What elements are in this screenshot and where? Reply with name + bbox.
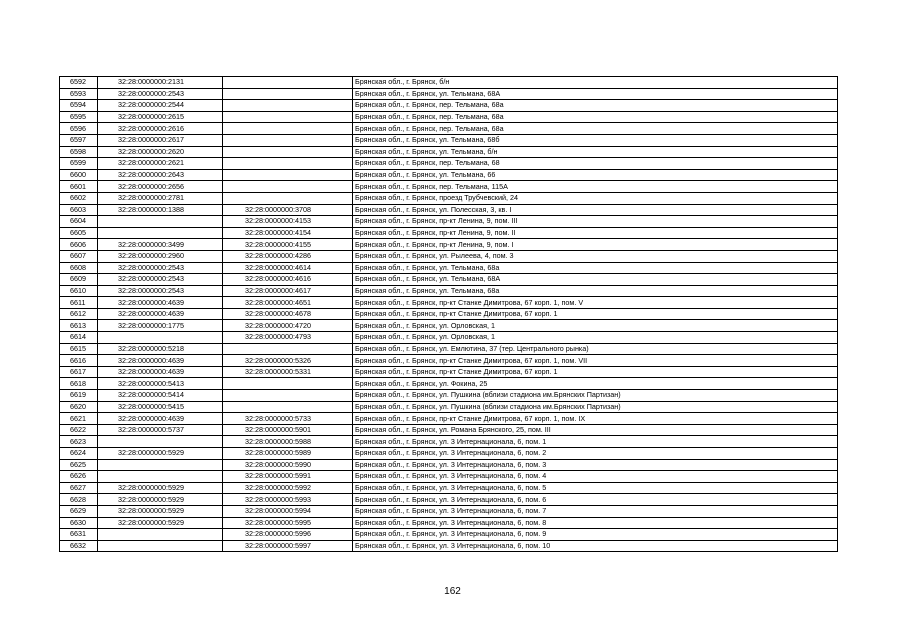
object-cadastral-cell: 32:28:0000000:5988 [223,436,353,448]
address-cell: Брянская обл., г. Брянск, ул. Тельмана, 68б [353,134,838,146]
object-cadastral-cell: 32:28:0000000:4155 [223,239,353,251]
address-cell: Брянская обл., г. Брянск, ул. Тельмана, б/н [353,146,838,158]
parcel-cadastral-cell: 32:28:0000000:5415 [98,401,223,413]
parcel-cadastral-cell: 32:28:0000000:2615 [98,111,223,123]
object-cadastral-cell [223,390,353,402]
table-row [60,227,838,239]
row-number-cell: 6600 [60,169,98,181]
row-number-cell: 6604 [60,216,98,228]
object-cadastral-cell: 32:28:0000000:5994 [223,505,353,517]
parcel-cadastral-cell: 32:28:0000000:2543 [98,88,223,100]
object-cadastral-cell: 32:28:0000000:5331 [223,366,353,378]
address-cell: Брянская обл., г. Брянск, ул. 3 Интернационала, 6, пом. 10 [353,540,838,552]
parcel-cadastral-cell: 32:28:0000000:2620 [98,146,223,158]
parcel-cadastral-cell: 32:28:0000000:5929 [98,448,223,460]
row-number-cell: 6617 [60,366,98,378]
object-cadastral-cell: 32:28:0000000:4154 [223,227,353,239]
row-number-cell: 6607 [60,250,98,262]
table-row [60,181,838,193]
object-cadastral-cell: 32:28:0000000:5733 [223,413,353,425]
row-number-cell: 6626 [60,471,98,483]
object-cadastral-cell: 32:28:0000000:4651 [223,297,353,309]
address-cell: Брянская обл., г. Брянск, ул. Тельмана, 68А [353,88,838,100]
object-cadastral-cell: 32:28:0000000:5990 [223,459,353,471]
address-cell: Брянская обл., г. Брянск, ул. Пушкина (вблизи стадиона им.Брянских Партизан) [353,401,838,413]
object-cadastral-cell [223,181,353,193]
object-cadastral-cell [223,77,353,89]
table-row [60,320,838,332]
parcel-cadastral-cell: 32:28:0000000:2960 [98,250,223,262]
table-row [60,366,838,378]
object-cadastral-cell [223,123,353,135]
table-row [60,123,838,135]
row-number-cell: 6594 [60,100,98,112]
row-number-cell: 6630 [60,517,98,529]
row-number-cell: 6620 [60,401,98,413]
table-row [60,413,838,425]
row-number-cell: 6615 [60,343,98,355]
address-cell: Брянская обл., г. Брянск, ул. Фокина, 25 [353,378,838,390]
row-number-cell: 6629 [60,505,98,517]
object-cadastral-cell: 32:28:0000000:5995 [223,517,353,529]
parcel-cadastral-cell: 32:28:0000000:2543 [98,285,223,297]
row-number-cell: 6627 [60,482,98,494]
table-row [60,192,838,204]
parcel-cadastral-cell: 32:28:0000000:2621 [98,158,223,170]
row-number-cell: 6608 [60,262,98,274]
address-cell: Брянская обл., г. Брянск, пр-кт Станке Димитрова, 67 корп. 1, пом. V [353,297,838,309]
address-cell: Брянская обл., г. Брянск, пер. Тельмана, 68а [353,123,838,135]
table-row [60,274,838,286]
parcel-cadastral-cell: 32:28:0000000:2544 [98,100,223,112]
address-cell: Брянская обл., г. Брянск, пер. Тельмана, 68а [353,100,838,112]
parcel-cadastral-cell: 32:28:0000000:4639 [98,308,223,320]
table-row [60,378,838,390]
parcel-cadastral-cell: 32:28:0000000:2643 [98,169,223,181]
cadastral-table [59,76,838,552]
row-number-cell: 6602 [60,192,98,204]
table-row [60,111,838,123]
table-row [60,505,838,517]
row-number-cell: 6632 [60,540,98,552]
parcel-cadastral-cell: 32:28:0000000:5929 [98,517,223,529]
object-cadastral-cell [223,401,353,413]
row-number-cell: 6621 [60,413,98,425]
address-cell: Брянская обл., г. Брянск, ул. Орловская, 1 [353,320,838,332]
address-cell: Брянская обл., г. Брянск, ул. Рылеева, 4, пом. 3 [353,250,838,262]
parcel-cadastral-cell [98,529,223,541]
address-cell: Брянская обл., г. Брянск, ул. 3 Интернационала, 6, пом. 7 [353,505,838,517]
table-row [60,482,838,494]
parcel-cadastral-cell: 32:28:0000000:4639 [98,297,223,309]
object-cadastral-cell: 32:28:0000000:5997 [223,540,353,552]
address-cell: Брянская обл., г. Брянск, ул. Тельмана, 68А [353,274,838,286]
row-number-cell: 6601 [60,181,98,193]
row-number-cell: 6624 [60,448,98,460]
object-cadastral-cell: 32:28:0000000:5989 [223,448,353,460]
object-cadastral-cell: 32:28:0000000:3708 [223,204,353,216]
address-cell: Брянская обл., г. Брянск, проезд Трубчевский, 24 [353,192,838,204]
table-row [60,250,838,262]
object-cadastral-cell [223,134,353,146]
object-cadastral-cell: 32:28:0000000:5991 [223,471,353,483]
parcel-cadastral-cell: 32:28:0000000:2617 [98,134,223,146]
object-cadastral-cell: 32:28:0000000:4617 [223,285,353,297]
object-cadastral-cell [223,158,353,170]
address-cell: Брянская обл., г. Брянск, ул. 3 Интернационала, 6, пом. 2 [353,448,838,460]
object-cadastral-cell: 32:28:0000000:5992 [223,482,353,494]
object-cadastral-cell: 32:28:0000000:4678 [223,308,353,320]
address-cell: Брянская обл., г. Брянск, ул. 3 Интернационала, 6, пом. 4 [353,471,838,483]
parcel-cadastral-cell: 32:28:0000000:5414 [98,390,223,402]
object-cadastral-cell: 32:28:0000000:4286 [223,250,353,262]
row-number-cell: 6603 [60,204,98,216]
address-cell: Брянская обл., г. Брянск, ул. 3 Интернационала, 6, пом. 1 [353,436,838,448]
parcel-cadastral-cell: 32:28:0000000:5929 [98,482,223,494]
address-cell: Брянская обл., г. Брянск, ул. Емлютина, 37 (тер. Центрального рынка) [353,343,838,355]
row-number-cell: 6618 [60,378,98,390]
object-cadastral-cell [223,88,353,100]
row-number-cell: 6597 [60,134,98,146]
table-row [60,343,838,355]
address-cell: Брянская обл., г. Брянск, пр-кт Станке Димитрова, 67 корп. 1, пом. VII [353,355,838,367]
table-row [60,297,838,309]
parcel-cadastral-cell [98,540,223,552]
object-cadastral-cell: 32:28:0000000:5996 [223,529,353,541]
object-cadastral-cell: 32:28:0000000:4153 [223,216,353,228]
object-cadastral-cell [223,192,353,204]
parcel-cadastral-cell: 32:28:0000000:5737 [98,424,223,436]
table-row [60,424,838,436]
address-cell: Брянская обл., г. Брянск, б/н [353,77,838,89]
address-cell: Брянская обл., г. Брянск, ул. 3 Интернационала, 6, пом. 6 [353,494,838,506]
table-row [60,529,838,541]
object-cadastral-cell [223,343,353,355]
table-row [60,517,838,529]
parcel-cadastral-cell: 32:28:0000000:1388 [98,204,223,216]
parcel-cadastral-cell: 32:28:0000000:4639 [98,366,223,378]
address-cell: Брянская обл., г. Брянск, ул. Орловская, 1 [353,332,838,344]
parcel-cadastral-cell: 32:28:0000000:3499 [98,239,223,251]
parcel-cadastral-cell: 32:28:0000000:5929 [98,505,223,517]
table-row [60,100,838,112]
object-cadastral-cell: 32:28:0000000:5901 [223,424,353,436]
table-row [60,285,838,297]
table-row [60,216,838,228]
cadastral-table-body [60,77,838,552]
address-cell: Брянская обл., г. Брянск, пер. Тельмана, 68 [353,158,838,170]
parcel-cadastral-cell: 32:28:0000000:2656 [98,181,223,193]
address-cell: Брянская обл., г. Брянск, пер. Тельмана, 68а [353,111,838,123]
address-cell: Брянская обл., г. Брянск, пер. Тельмана, 115А [353,181,838,193]
parcel-cadastral-cell: 32:28:0000000:5413 [98,378,223,390]
table-row [60,355,838,367]
object-cadastral-cell: 32:28:0000000:5993 [223,494,353,506]
row-number-cell: 6598 [60,146,98,158]
address-cell: Брянская обл., г. Брянск, пр-кт Станке Димитрова, 67 корп. 1 [353,308,838,320]
parcel-cadastral-cell [98,216,223,228]
table-row [60,134,838,146]
row-number-cell: 6614 [60,332,98,344]
row-number-cell: 6625 [60,459,98,471]
table-row [60,494,838,506]
parcel-cadastral-cell [98,436,223,448]
row-number-cell: 6596 [60,123,98,135]
object-cadastral-cell: 32:28:0000000:4616 [223,274,353,286]
table-row [60,239,838,251]
address-cell: Брянская обл., г. Брянск, пр-кт Ленина, 9, пом. III [353,216,838,228]
table-row [60,448,838,460]
row-number-cell: 6628 [60,494,98,506]
row-number-cell: 6623 [60,436,98,448]
object-cadastral-cell [223,146,353,158]
row-number-cell: 6622 [60,424,98,436]
parcel-cadastral-cell: 32:28:0000000:5218 [98,343,223,355]
parcel-cadastral-cell: 32:28:0000000:2616 [98,123,223,135]
parcel-cadastral-cell: 32:28:0000000:2131 [98,77,223,89]
table-row [60,459,838,471]
table-row [60,401,838,413]
row-number-cell: 6599 [60,158,98,170]
address-cell: Брянская обл., г. Брянск, ул. 3 Интернационала, 6, пом. 5 [353,482,838,494]
table-row [60,204,838,216]
address-cell: Брянская обл., г. Брянск, ул. Тельмана, 68а [353,262,838,274]
table-row [60,390,838,402]
table-row [60,169,838,181]
address-cell: Брянская обл., г. Брянск, ул. Полесская, 3, кв. I [353,204,838,216]
table-row [60,158,838,170]
address-cell: Брянская обл., г. Брянск, ул. 3 Интернационала, 6, пом. 8 [353,517,838,529]
address-cell: Брянская обл., г. Брянск, ул. Романа Брянского, 25, пом. III [353,424,838,436]
row-number-cell: 6606 [60,239,98,251]
parcel-cadastral-cell: 32:28:0000000:2543 [98,274,223,286]
table-row [60,88,838,100]
address-cell: Брянская обл., г. Брянск, ул. 3 Интернационала, 6, пом. 3 [353,459,838,471]
parcel-cadastral-cell [98,471,223,483]
parcel-cadastral-cell: 32:28:0000000:4639 [98,355,223,367]
address-cell: Брянская обл., г. Брянск, ул. Тельмана, 66 [353,169,838,181]
object-cadastral-cell: 32:28:0000000:5326 [223,355,353,367]
row-number-cell: 6611 [60,297,98,309]
table-row [60,471,838,483]
parcel-cadastral-cell: 32:28:0000000:5929 [98,494,223,506]
object-cadastral-cell [223,378,353,390]
row-number-cell: 6595 [60,111,98,123]
row-number-cell: 6616 [60,355,98,367]
parcel-cadastral-cell: 32:28:0000000:2543 [98,262,223,274]
table-row [60,540,838,552]
address-cell: Брянская обл., г. Брянск, пр-кт Станке Димитрова, 67 корп. 1 [353,366,838,378]
table-row [60,146,838,158]
row-number-cell: 6619 [60,390,98,402]
table-row [60,436,838,448]
row-number-cell: 6609 [60,274,98,286]
row-number-cell: 6605 [60,227,98,239]
address-cell: Брянская обл., г. Брянск, пр-кт Станке Димитрова, 67 корп. 1, пом. IX [353,413,838,425]
address-cell: Брянская обл., г. Брянск, пр-кт Ленина, 9, пом. II [353,227,838,239]
address-cell: Брянская обл., г. Брянск, пр-кт Ленина, 9, пом. I [353,239,838,251]
table-row [60,308,838,320]
object-cadastral-cell [223,100,353,112]
row-number-cell: 6592 [60,77,98,89]
parcel-cadastral-cell [98,332,223,344]
parcel-cadastral-cell: 32:28:0000000:1775 [98,320,223,332]
parcel-cadastral-cell [98,459,223,471]
object-cadastral-cell [223,169,353,181]
table-row [60,77,838,89]
object-cadastral-cell [223,111,353,123]
address-cell: Брянская обл., г. Брянск, ул. Пушкина (вблизи стадиона им.Брянских Партизан) [353,390,838,402]
row-number-cell: 6631 [60,529,98,541]
parcel-cadastral-cell: 32:28:0000000:4639 [98,413,223,425]
page-number: 162 [444,586,461,597]
address-cell: Брянская обл., г. Брянск, ул. 3 Интернационала, 6, пом. 9 [353,529,838,541]
table-row [60,262,838,274]
table-row [60,332,838,344]
row-number-cell: 6593 [60,88,98,100]
parcel-cadastral-cell [98,227,223,239]
row-number-cell: 6613 [60,320,98,332]
object-cadastral-cell: 32:28:0000000:4793 [223,332,353,344]
parcel-cadastral-cell: 32:28:0000000:2781 [98,192,223,204]
row-number-cell: 6612 [60,308,98,320]
row-number-cell: 6610 [60,285,98,297]
object-cadastral-cell: 32:28:0000000:4614 [223,262,353,274]
address-cell: Брянская обл., г. Брянск, ул. Тельмана, 68а [353,285,838,297]
object-cadastral-cell: 32:28:0000000:4720 [223,320,353,332]
